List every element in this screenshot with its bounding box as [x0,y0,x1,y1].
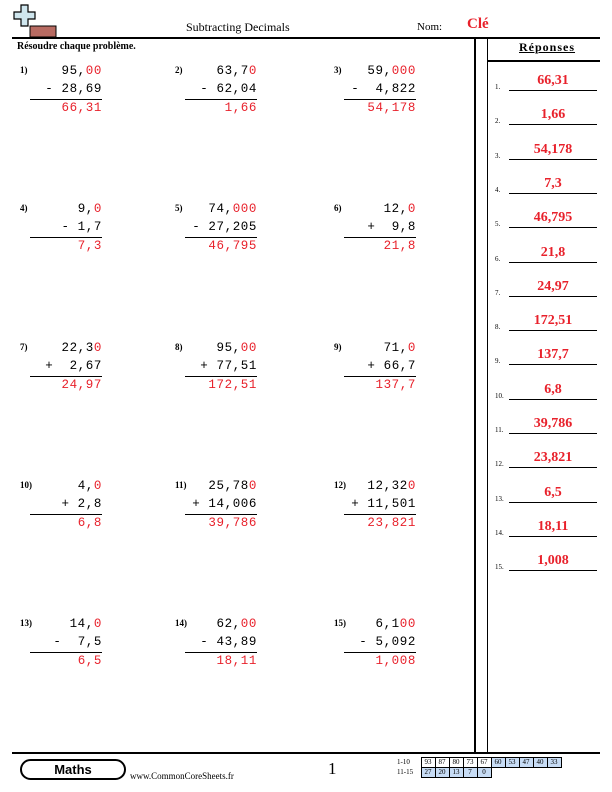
operand-digits: 14, [69,617,94,631]
answers-title: Réponses [519,40,576,54]
problem-second-operand: + 66,7 [367,359,416,373]
operand-digits: 4, [77,479,94,493]
answer-value: 18,11 [537,518,569,534]
answer-value: 137,7 [537,347,569,363]
problem-answer: 7,3 [77,239,102,253]
problem-number: 8) [175,342,183,352]
problem [175,618,295,678]
footer-rule [12,752,600,754]
operand-digits: 95, [61,64,86,78]
operand-digits: 95, [216,341,241,355]
operand-digits: 71, [383,341,408,355]
operand-padding-zeros: 0 [248,479,257,493]
problem [334,203,454,263]
answer-value: 21,8 [540,244,566,260]
answer-column-divider-inner [487,38,488,752]
answer-value: 6,5 [544,484,562,500]
problem-rule [30,514,102,515]
problem-second-operand: + 11,501 [351,497,416,511]
problem-rule [344,99,416,100]
problem-answer: 66,31 [61,101,102,115]
answer-number: 3. [495,151,501,160]
problem-rule [344,376,416,377]
problem-first-operand [185,341,257,355]
answer-number: 10. [495,391,504,400]
problem-answer: 6,5 [77,654,102,668]
problem-second-operand: + 2,8 [61,497,102,511]
problem-number: 12) [334,480,346,490]
answer-row [495,245,600,265]
answer-value: 23,821 [533,450,573,466]
answer-line [509,536,597,537]
answer-value: 39,786 [533,416,573,431]
score-cell: 73 [463,758,477,768]
problem-second-operand: + 14,006 [192,497,257,511]
answer-row [495,73,600,93]
answer-value: 54,178 [533,141,573,157]
answer-line [509,467,597,468]
problem-answer: 54,178 [367,101,416,115]
problem-answer: 6,8 [77,516,102,530]
answer-line [509,364,597,365]
score-cell: 40 [533,758,547,768]
answer-line [509,159,597,160]
problem [20,480,140,540]
score-row [397,768,561,778]
operand-padding-zeros: 0 [93,479,102,493]
problem-answer: 39,786 [208,516,257,530]
score-row [397,758,561,768]
score-range-label: 1-10 [397,758,410,766]
answer-row [495,450,600,470]
operand-digits: 12,32 [367,479,408,493]
answer-line [509,193,597,194]
header-rule [12,37,600,39]
problem-number: 10) [20,480,32,490]
operand-digits: 59, [367,64,392,78]
answer-value: 7,3 [544,175,562,191]
answer-value: 24,97 [537,278,569,294]
score-cell: 7 [463,768,477,778]
problem-first-operand [30,479,102,493]
problem-answer: 23,821 [367,516,416,530]
problem-second-operand: - 28,69 [45,82,102,96]
answer-row [495,279,600,299]
problem-rule [344,652,416,653]
problem-first-operand [185,479,257,493]
problem-rule [344,514,416,515]
problem-second-operand: - 7,5 [53,635,102,649]
subject-badge: Maths [20,759,126,780]
problem [334,65,454,125]
answer-number: 13. [495,494,504,503]
operand-padding-zeros: 00 [240,341,257,355]
name-label: Nom: [417,21,443,33]
problem [175,342,295,402]
answer-line [509,433,597,434]
problem-number: 3) [334,65,342,75]
answer-row [495,382,600,402]
score-cell: 27 [421,768,435,778]
operand-padding-zeros: 0 [407,202,416,216]
problem-second-operand: + 77,51 [200,359,257,373]
problem-first-operand [185,202,257,216]
problem-first-operand [185,617,257,631]
answer-line [509,399,597,400]
problem-answer: 1,008 [375,654,416,668]
site-url: www.CommonCoreSheets.fr [130,771,234,781]
answer-line [509,262,597,263]
answer-row [495,485,600,505]
score-cell: 20 [435,768,449,778]
operand-padding-zeros: 0 [93,617,102,631]
problem [334,480,454,540]
answer-number: 15. [495,563,504,572]
score-cell: 33 [547,758,561,768]
answer-line [509,90,597,91]
score-range-label: 11-15 [397,768,414,776]
problem-first-operand [30,64,102,78]
answer-number: 9. [495,357,501,366]
answer-row [495,416,600,436]
operand-digits: 6,1 [375,617,400,631]
operand-digits: 63,7 [216,64,249,78]
instructions: Résoudre chaque problème. [17,41,136,52]
score-cell: 47 [519,758,533,768]
answer-number: 5. [495,220,501,229]
problem-rule [30,237,102,238]
operand-digits: 22,3 [61,341,94,355]
answer-row [495,347,600,367]
problem-second-operand: + 2,67 [45,359,102,373]
problem-first-operand [344,64,416,78]
answers-title-rule [487,60,600,62]
operand-padding-zeros: 0 [93,202,102,216]
problem [20,65,140,125]
problem-number: 14) [175,618,187,628]
answer-line [509,124,597,125]
score-cell: 0 [477,768,491,778]
problem-second-operand: - 5,092 [359,635,416,649]
answer-number: 4. [495,185,501,194]
answer-row [495,210,600,230]
problem-first-operand [30,617,102,631]
plus-logo-icon [12,4,58,38]
score-cell: 80 [449,758,463,768]
problem-first-operand [344,341,416,355]
problem-number: 7) [20,342,28,352]
problem-answer: 1,66 [224,101,257,115]
answer-number: 1. [495,83,501,91]
answer-number: 14. [495,528,504,537]
problem-number: 4) [20,203,28,213]
score-cell: 93 [421,758,435,768]
operand-padding-zeros: 0 [93,341,102,355]
score-cell: 67 [477,758,491,768]
answer-value: 1,008 [537,553,569,569]
problem-number: 5) [175,203,183,213]
operand-digits: 62, [216,617,241,631]
answer-column-divider [474,38,476,752]
answer-value: 46,795 [533,210,573,226]
problem-first-operand [344,479,416,493]
problem-rule [344,237,416,238]
problem-first-operand [344,202,416,216]
answer-number: 6. [495,254,501,263]
score-cell: 13 [449,768,463,778]
score-cell: 60 [491,758,505,768]
answer-row [495,142,600,162]
problem [175,65,295,125]
operand-padding-zeros: 00 [399,617,416,631]
answer-number: 2. [495,117,501,126]
operand-digits: 12, [383,202,408,216]
problem-first-operand [185,64,257,78]
problem-rule [30,376,102,377]
problem-rule [185,99,257,100]
problem-answer: 18,11 [216,654,257,668]
name-value: Clé [467,16,489,32]
answer-line [509,330,597,331]
score-cell: 53 [505,758,519,768]
problem-first-operand [30,202,102,216]
answer-number: 11. [495,426,504,434]
operand-padding-zeros: 0 [248,64,257,78]
answer-value: 1,66 [540,107,566,123]
problem-first-operand [344,617,416,631]
answer-row [495,107,600,127]
operand-padding-zeros: 0 [407,479,416,493]
problem-second-operand: - 27,205 [192,220,257,234]
problem-second-operand: - 62,04 [200,82,257,96]
problem [20,618,140,678]
problem [20,203,140,263]
operand-padding-zeros: 000 [391,64,416,78]
problem-rule [185,237,257,238]
answer-row [495,313,600,333]
answer-line [509,296,597,297]
problem-first-operand [30,341,102,355]
problem [334,342,454,402]
answer-line [509,570,597,571]
answer-value: 66,31 [537,73,569,88]
problem-rule [185,514,257,515]
problem-rule [30,99,102,100]
page-number: 1 [328,759,337,778]
answer-line [509,227,597,228]
operand-padding-zeros: 0 [407,341,416,355]
problem [334,618,454,678]
problem-answer: 172,51 [208,378,257,392]
problem-rule [185,376,257,377]
operand-padding-zeros: 00 [240,617,257,631]
problem-answer: 24,97 [61,378,102,392]
answer-row [495,553,600,573]
operand-padding-zeros: 00 [85,64,102,78]
answer-value: 172,51 [533,313,573,329]
problem [20,342,140,402]
problem-number: 1) [20,65,28,75]
problem-rule [185,652,257,653]
score-cell: 87 [435,758,449,768]
problem-second-operand: - 1,7 [61,220,102,234]
answer-number: 12. [495,460,504,469]
problem-number: 11) [175,480,187,490]
problem-number: 15) [334,618,346,628]
problem-answer: 137,7 [375,378,416,392]
problem-rule [30,652,102,653]
problem-number: 13) [20,618,32,628]
problem-second-operand: - 4,822 [351,82,416,96]
score-table [397,757,562,778]
answer-line [509,502,597,503]
problem-answer: 46,795 [208,239,257,253]
answer-number: 7. [495,288,501,297]
answer-value: 6,8 [544,381,562,397]
worksheet-title: Subtracting Decimals [186,20,290,34]
problem-number: 2) [175,65,183,75]
problem-answer: 21,8 [383,239,416,253]
answer-row [495,519,600,539]
operand-digits: 25,78 [208,479,249,493]
problem-second-operand: - 43,89 [200,635,257,649]
operand-digits: 74, [208,202,233,216]
problem-number: 6) [334,203,342,213]
problem [175,203,295,263]
problem [175,480,295,540]
operand-padding-zeros: 000 [232,202,257,216]
answer-number: 8. [495,323,501,332]
answer-row [495,176,600,196]
problem-number: 9) [334,342,342,352]
operand-digits: 9, [77,202,94,216]
problem-second-operand: + 9,8 [367,220,416,234]
